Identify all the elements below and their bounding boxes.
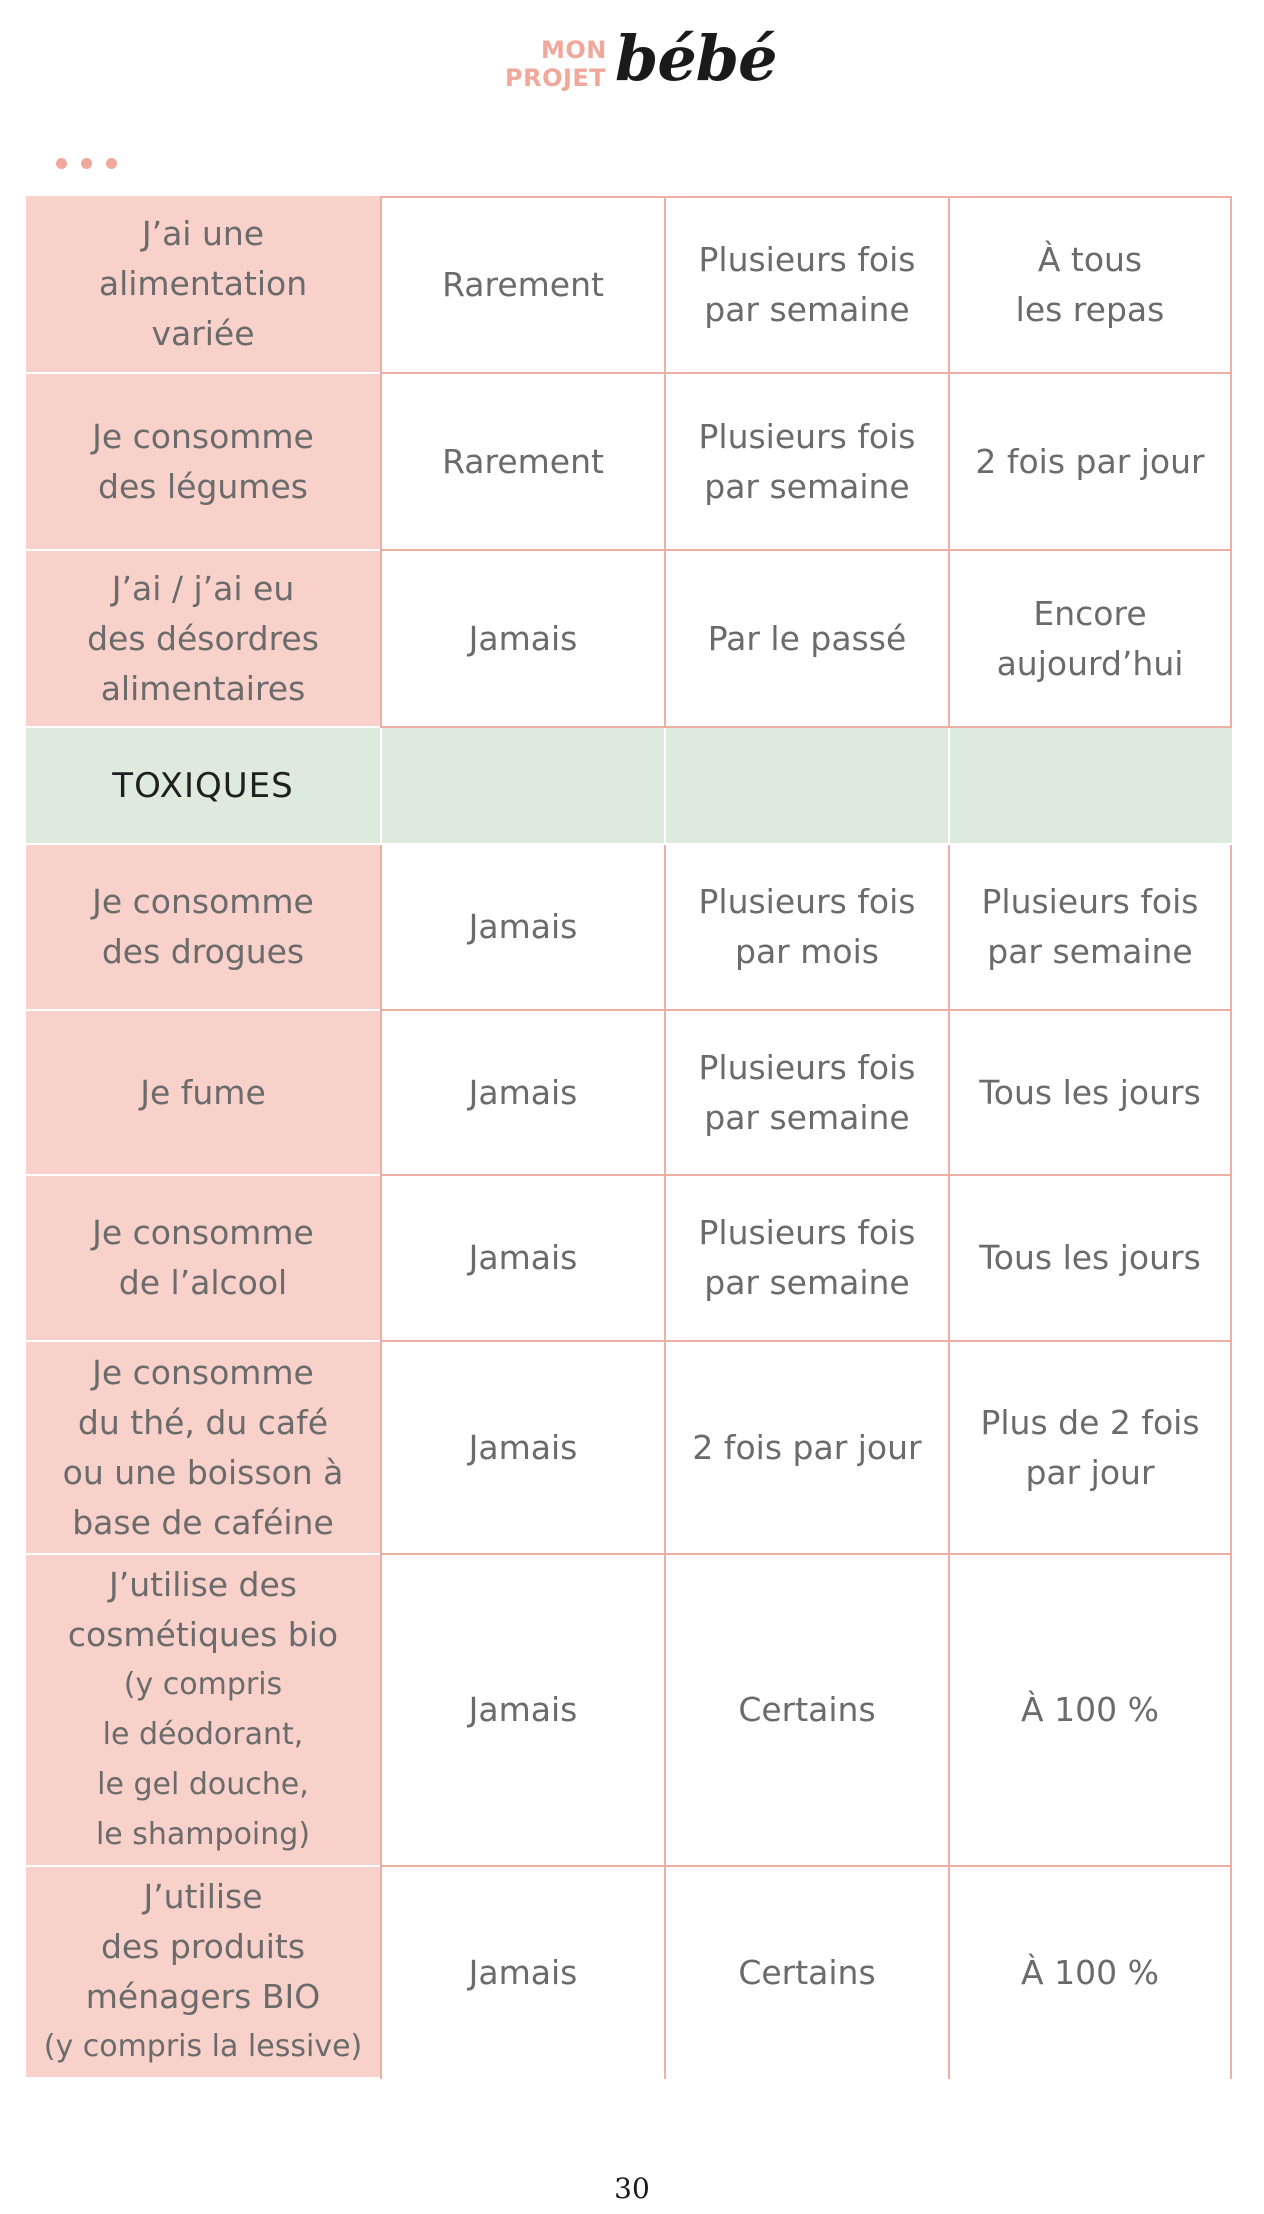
table-row	[26, 1555, 1232, 1867]
table-row	[26, 1011, 1232, 1176]
option-cell[interactable]: Jamais	[380, 1867, 664, 2079]
table-row	[26, 374, 1232, 551]
section-cell	[948, 728, 1232, 845]
option-cell[interactable]: Par le passé	[664, 551, 948, 728]
table-row	[26, 1342, 1232, 1555]
row-label: Je consomme des légumes	[26, 374, 380, 551]
option-cell[interactable]: Rarement	[380, 374, 664, 551]
option-cell[interactable]: Plusieurs fois par semaine	[948, 845, 1232, 1011]
option-cell[interactable]: Tous les jours	[948, 1176, 1232, 1342]
option-cell[interactable]: 2 fois par jour	[664, 1342, 948, 1555]
row-label: Je consomme des drogues	[26, 845, 380, 1011]
row-label-main: J’utilise des produits ménagers BIO	[85, 1877, 321, 2016]
logo-projet: PROJET	[505, 64, 607, 92]
option-cell[interactable]: Certains	[664, 1867, 948, 2079]
option-cell[interactable]: Jamais	[380, 1342, 664, 1555]
option-cell[interactable]: 2 fois par jour	[948, 374, 1232, 551]
row-label-note: (y compris le déodorant, le gel douche, le shampoing)	[95, 1667, 311, 1852]
option-cell[interactable]: Plusieurs fois par semaine	[664, 196, 948, 374]
row-label	[26, 1867, 380, 2079]
dot-icon	[106, 158, 117, 169]
dot-icon	[56, 158, 67, 169]
option-cell[interactable]: Plusieurs fois par semaine	[664, 374, 948, 551]
table-row	[26, 551, 1232, 728]
option-cell[interactable]: Plusieurs fois par semaine	[664, 1176, 948, 1342]
section-cell	[664, 728, 948, 845]
option-cell[interactable]: Plusieurs fois par semaine	[664, 1011, 948, 1176]
row-label: J’ai une alimentation variée	[26, 196, 380, 374]
option-cell[interactable]: Certains	[664, 1555, 948, 1867]
option-cell[interactable]: À 100 %	[948, 1555, 1232, 1867]
option-cell[interactable]: Jamais	[380, 845, 664, 1011]
option-cell[interactable]: Plusieurs fois par mois	[664, 845, 948, 1011]
row-label: Je consomme du thé, du café ou une boisson à base de caféine	[26, 1342, 380, 1555]
section-header-row	[26, 728, 1232, 845]
option-cell[interactable]: À 100 %	[948, 1867, 1232, 2079]
option-cell[interactable]: Encore aujourd’hui	[948, 551, 1232, 728]
row-label: Je fume	[26, 1011, 380, 1176]
row-label	[26, 1555, 380, 1867]
decorative-dots	[56, 158, 117, 169]
option-cell[interactable]: Jamais	[380, 1555, 664, 1867]
row-label: Je consomme de l’alcool	[26, 1176, 380, 1342]
dot-icon	[81, 158, 92, 169]
row-label-main: J’utilise des cosmétiques bio	[67, 1565, 339, 1654]
section-cell	[380, 728, 664, 845]
option-cell[interactable]: Jamais	[380, 1176, 664, 1342]
option-cell[interactable]: Jamais	[380, 551, 664, 728]
questionnaire-table	[26, 196, 1232, 2079]
option-cell[interactable]: Rarement	[380, 196, 664, 374]
table-row	[26, 196, 1232, 374]
table-row	[26, 845, 1232, 1011]
page-number: 30	[614, 2172, 650, 2205]
table-row	[26, 1176, 1232, 1342]
row-label: J’ai / j’ai eu des désordres alimentaires	[26, 551, 380, 728]
table-row	[26, 1867, 1232, 2079]
option-cell[interactable]: Plus de 2 fois par jour	[948, 1342, 1232, 1555]
option-cell[interactable]: Tous les jours	[948, 1011, 1232, 1176]
row-label-note: (y compris la lessive)	[43, 2029, 363, 2064]
logo-mon: MON	[541, 36, 607, 64]
option-cell[interactable]: À tous les repas	[948, 196, 1232, 374]
option-cell[interactable]: Jamais	[380, 1011, 664, 1176]
logo-bebe: bébé	[615, 22, 777, 95]
section-title: TOXIQUES	[26, 728, 380, 845]
logo	[505, 22, 777, 100]
